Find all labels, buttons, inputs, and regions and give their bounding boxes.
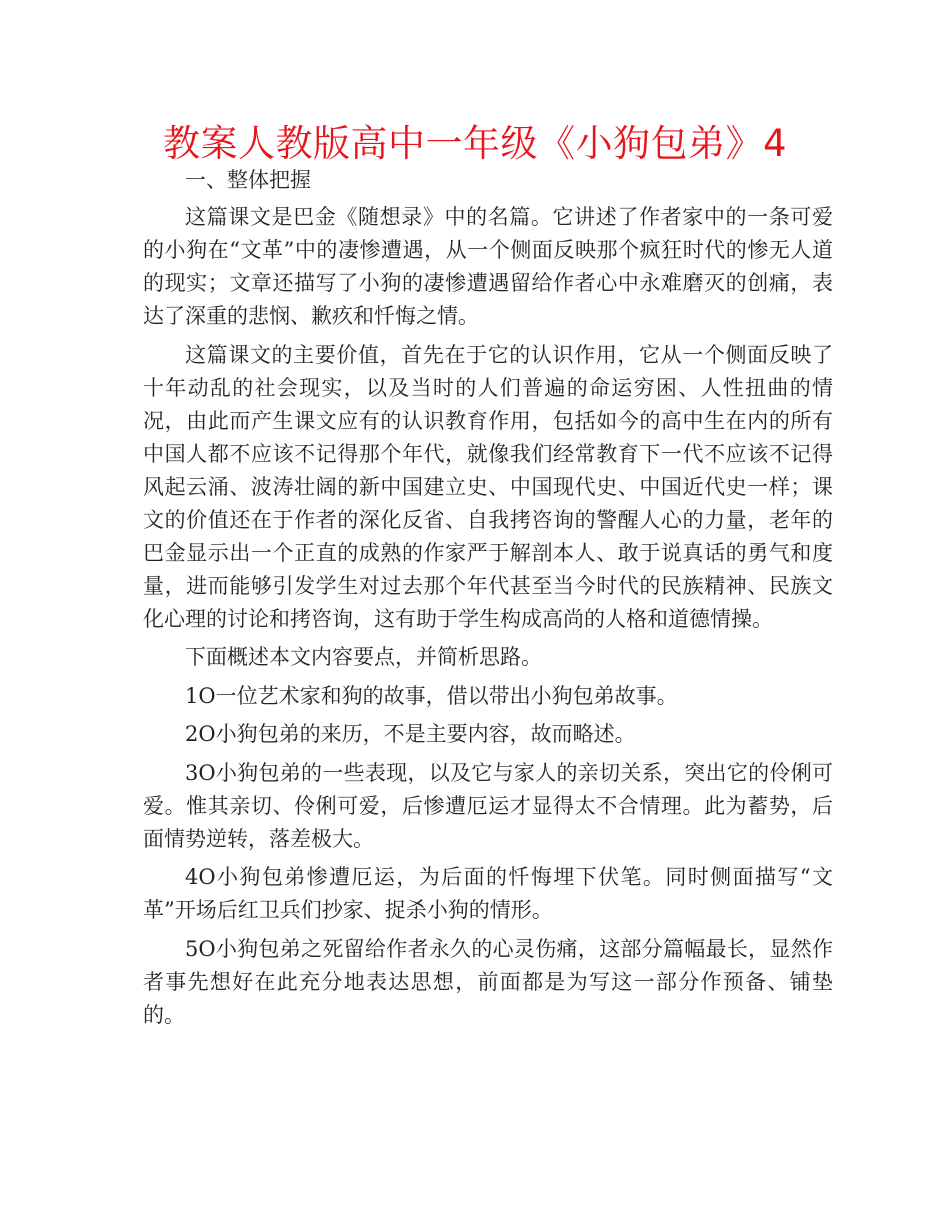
paragraph: 这篇课文是巴金《随想录》中的名篇。它讲述了作者家中的一条可爱的小狗在“文革”中的凄惨遭遇，从一个侧面反映那个疯狂时代的惨无人道的现实；文章还描写了小狗的凄惨遭遇留给作者心中永难磨灭的创痛，表达了深重的悲悯、歉疚和忏悔之情。 xyxy=(143,205,833,328)
paragraph: 3O小狗包弟的一些表现，以及它与家人的亲切关系，突出它的伶俐可爱。惟其亲切、伶俐可爱，后惨遭厄运才显得太不合情理。此为蓄势，后面情势逆转，落差极大。 xyxy=(143,760,833,851)
paragraph: 2O小狗包弟的来历，不是主要内容，故而略述。 xyxy=(185,722,636,746)
section-heading: 一、整体把握 xyxy=(185,168,311,192)
document-title: 教案人教版高中一年级《小狗包弟》4 xyxy=(162,122,788,165)
paragraph: 下面概述本文内容要点，并简析思路。 xyxy=(185,645,542,669)
paragraph: 4O小狗包弟惨遭厄运，为后面的忏悔埋下伏笔。同时侧面描写“文革”开场后红卫兵们抄家、捉杀小狗的情形。 xyxy=(143,865,833,922)
document-body xyxy=(143,164,833,1037)
paragraph: 5O小狗包弟之死留给作者永久的心灵伤痛，这部分篇幅最长，显然作者事先想好在此充分地表达思想，前面都是为写这一部分作预备、铺垫的。 xyxy=(143,936,833,1027)
paragraph: 1O一位艺术家和狗的故事，借以带出小狗包弟故事。 xyxy=(185,683,678,708)
paragraph: 这篇课文的主要价值，首先在于它的认识作用，它从一个侧面反映了十年动乱的社会现实，以及当时的人们普遍的命运穷困、人性扭曲的情况，由此而产生课文应有的认识教育作用，包括如今的高中生在内的所有中国人都不应该不记得那个年代，就像我们经常教育下一代不应该不记得风起云涌、波涛壮阔的新中国建立史、中国现代史、中国近代史一样；课文的价值还在于作者的深化反省、自我拷咨询的警醒人心的力量，老年的巴金显示出一个正直的成熟的作家严于解剖本人、敢于说真话的勇气和度量，进而能够引发学生对过去那个年代甚至当今时代的民族精神、民族文化心理的讨论和拷咨询，这有助于学生构成高尚的人格和道德情操。 xyxy=(143,342,833,631)
